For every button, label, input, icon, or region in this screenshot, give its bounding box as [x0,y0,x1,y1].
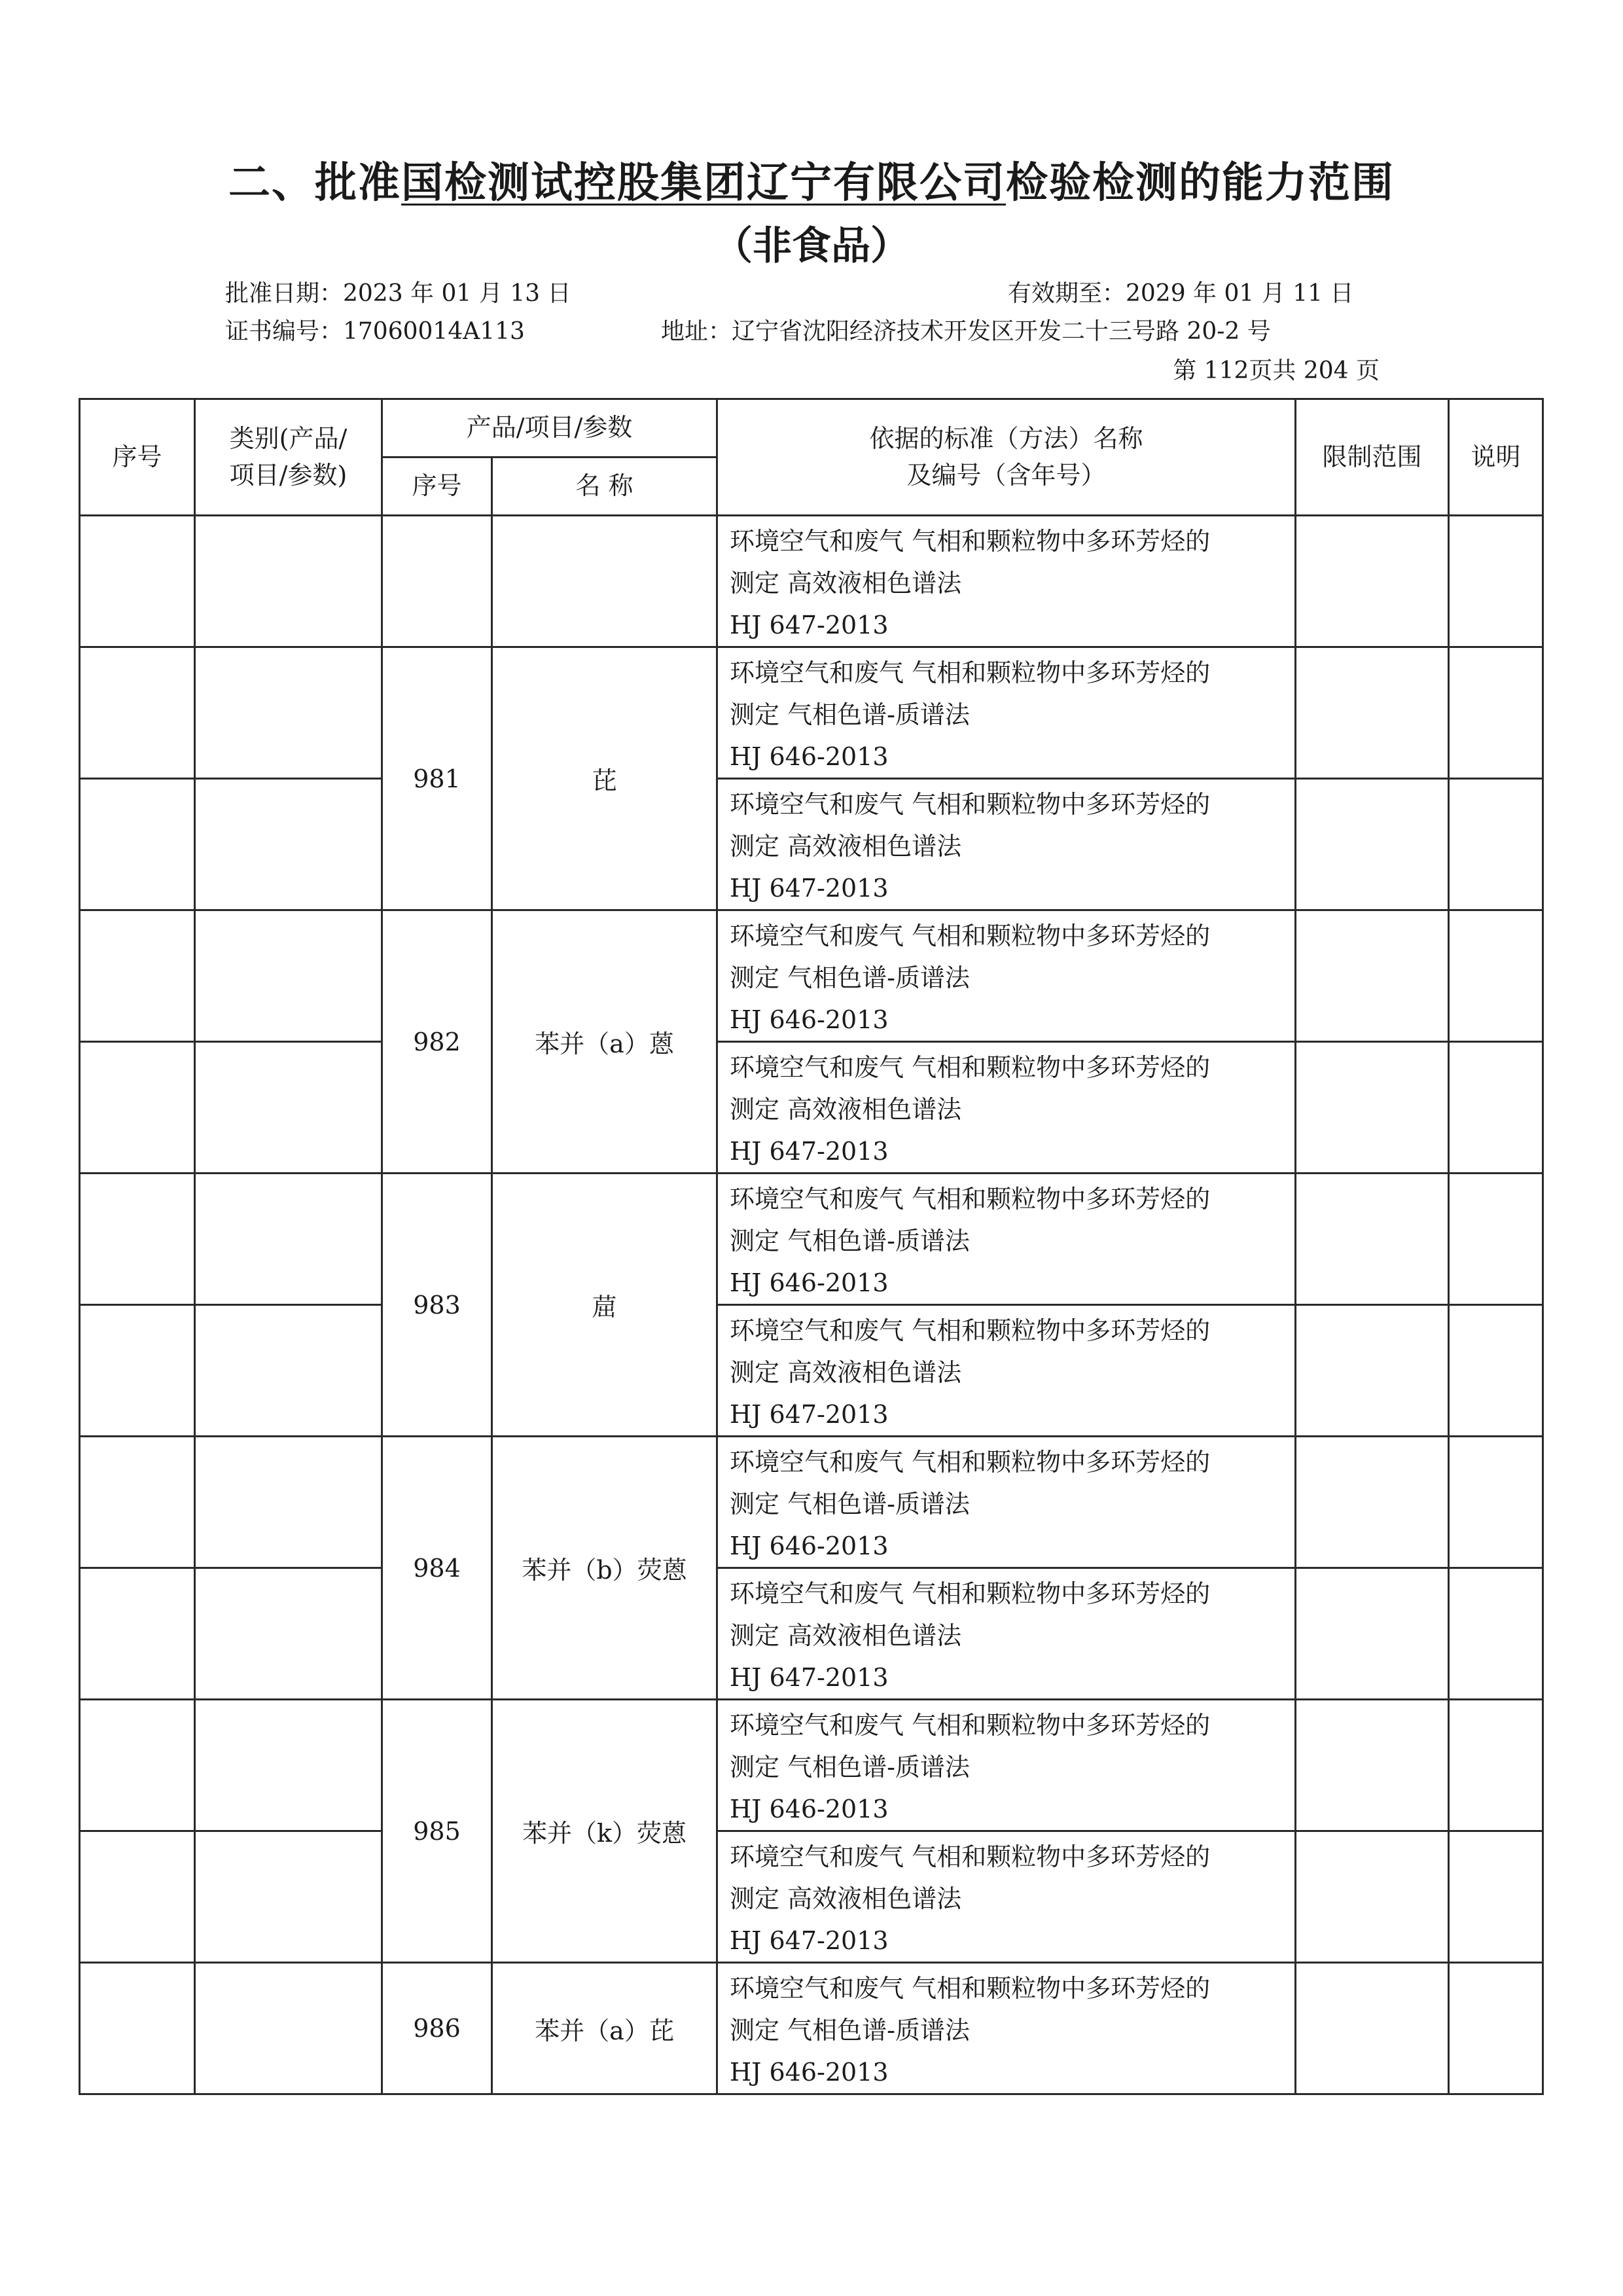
item-number: 984 [382,1437,492,1700]
standard-cell: 环境空气和废气 气相和颗粒物中多环芳烃的 测定 气相色谱-质谱法 HJ 646-2013 [717,647,1296,779]
item-number: 982 [382,910,492,1174]
standard-cell: 环境空气和废气 气相和颗粒物中多环芳烃的 测定 气相色谱-质谱法 HJ 646-2013 [717,1963,1296,2094]
header-product-group: 产品/项目/参数 [382,399,717,457]
table-row [80,1831,1543,1963]
title-prefix: 二、批准 [228,159,401,207]
standard-cell: 环境空气和废气 气相和颗粒物中多环芳烃的 测定 高效液相色谱法 HJ 647-2013 [717,1568,1296,1700]
item-name: 苯并（a）蒽 [492,910,717,1174]
table-row [80,1437,1543,1568]
item-number: 986 [382,1963,492,2094]
valid-until: 有效期至：2029 年 01 月 11 日 [1008,280,1354,307]
organization-name: 国检测试控股集团辽宁有限公司 [401,159,1006,207]
header-seq: 序号 [80,399,195,516]
standard-cell: 环境空气和废气 气相和颗粒物中多环芳烃的 测定 气相色谱-质谱法 HJ 646-2013 [717,1700,1296,1831]
header-note: 说明 [1449,399,1543,516]
table-row [80,647,1543,779]
page-title [0,149,1623,209]
table-row [80,1174,1543,1305]
header-sub-name: 名 称 [492,457,717,516]
item-name: 䓛 [492,1174,717,1437]
table-row [80,779,1543,910]
standard-cell: 环境空气和废气 气相和颗粒物中多环芳烃的 测定 高效液相色谱法 HJ 647-2013 [717,779,1296,910]
header-category: 类别(产品/ 项目/参数) [195,399,382,516]
item-name: 苯并（k）荧蒽 [492,1700,717,1963]
item-name: 苯并（b）荧蒽 [492,1437,717,1700]
page-subtitle: （非食品） [713,223,910,269]
item-number: 985 [382,1700,492,1963]
item-number: 981 [382,647,492,910]
item-number: 983 [382,1174,492,1437]
table-row [80,1963,1543,2094]
table-row [80,516,1543,647]
header-standard: 依据的标准（方法）名称 及编号（含年号） [717,399,1296,516]
standard-cell: 环境空气和废气 气相和颗粒物中多环芳烃的 测定 高效液相色谱法 HJ 647-2013 [717,1305,1296,1437]
address: 地址：辽宁省沈阳经济技术开发区开发二十三号路 20-2 号 [661,318,1271,345]
standard-cell: 环境空气和废气 气相和颗粒物中多环芳烃的 测定 气相色谱-质谱法 HJ 646-2013 [717,1174,1296,1305]
item-name: 苯并（a）芘 [492,1963,717,2094]
table-row [80,1700,1543,1831]
table-row [80,1305,1543,1437]
standard-cell: 环境空气和废气 气相和颗粒物中多环芳烃的 测定 高效液相色谱法 HJ 647-2013 [717,1831,1296,1963]
approval-date: 批准日期：2023 年 01 月 13 日 [225,280,571,307]
page-info: 第 112页共 204 页 [1173,357,1380,384]
table-row [80,910,1543,1042]
standard-cell: 环境空气和废气 气相和颗粒物中多环芳烃的 测定 高效液相色谱法 HJ 647-2013 [717,516,1296,647]
capability-table [79,398,1544,2095]
item-name: 芘 [492,647,717,910]
standard-cell: 环境空气和废气 气相和颗粒物中多环芳烃的 测定 高效液相色谱法 HJ 647-2013 [717,1042,1296,1174]
header-limit: 限制范围 [1296,399,1449,516]
title-suffix: 检验检测的能力范围 [1006,159,1395,207]
standard-cell: 环境空气和废气 气相和颗粒物中多环芳烃的 测定 气相色谱-质谱法 HJ 646-2013 [717,910,1296,1042]
table-row [80,1568,1543,1700]
standard-cell: 环境空气和废气 气相和颗粒物中多环芳烃的 测定 气相色谱-质谱法 HJ 646-2013 [717,1437,1296,1568]
table-row [80,1042,1543,1174]
header-sub-seq: 序号 [382,457,492,516]
certificate-number: 证书编号：17060014A113 [225,318,525,345]
